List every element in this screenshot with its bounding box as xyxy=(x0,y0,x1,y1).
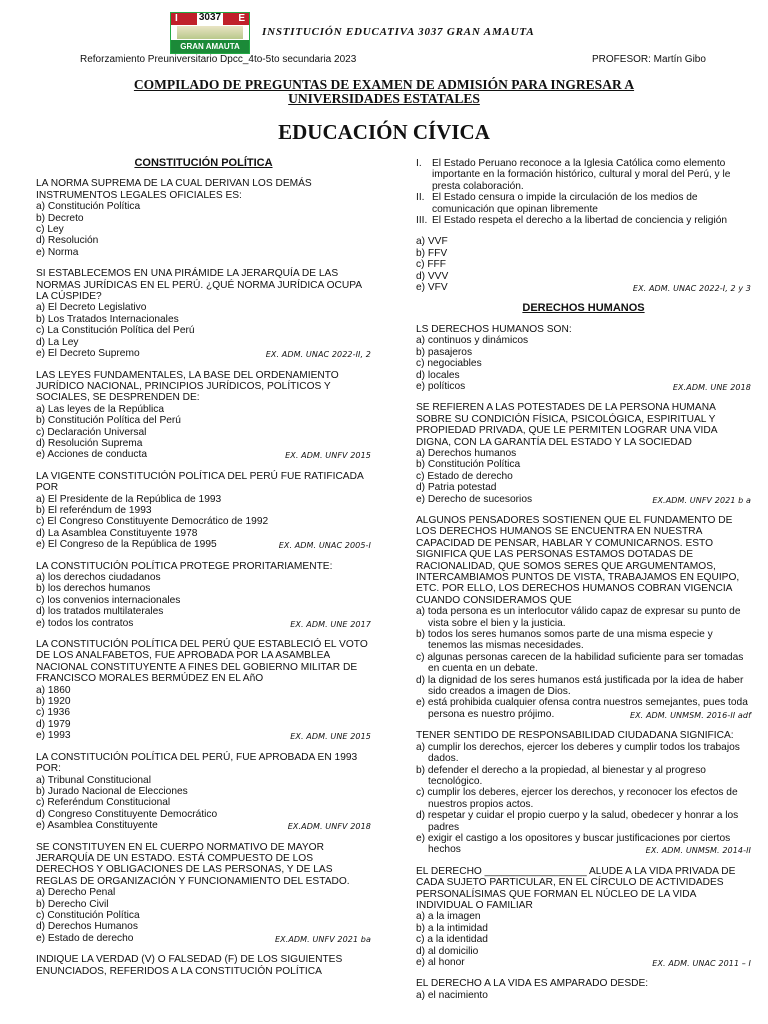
question-stem: LS DERECHOS HUMANOS SON: xyxy=(416,323,572,335)
exam-reference: EX. ADM. UNFV 2015 xyxy=(285,451,371,461)
option: c) los convenios internacionales xyxy=(36,594,181,606)
option: b) El referéndum de 1993 xyxy=(36,504,152,516)
option: c) Ley xyxy=(36,224,64,236)
option: b) 1920 xyxy=(36,696,71,708)
option: d) Congreso Constituyente Democrático xyxy=(36,808,218,820)
subject-title: EDUCACIÓN CÍVICA xyxy=(278,120,490,144)
option: a) El Decreto Legislativo xyxy=(36,302,147,314)
option-with-ref xyxy=(36,618,371,629)
question-stem: SI ESTABLECEMOS EN UNA PIRÁMIDE LA JERARQUÍA DE LAS NORMAS JURÍDICAS EN EL PERÚ. ¿QUÉ NORMA JURÍDICA OCUPA LA CÚSPIDE? xyxy=(36,268,362,303)
statement-text: El Estado censura o impide la circulación de los medios de comunicación que opinan libremente xyxy=(432,192,698,215)
option: e) todos los contratos xyxy=(36,617,134,629)
question-stem: LA CONSTITUCIÓN POLÍTICA DEL PERÚ QUE ESTABLECIÓ EL VOTO DE LOS ANALFABETOS, FUE APROBADA POR LA ASAMBLEA NACIONAL CONSTITUYENTE A FINES DEL GOBIERNO MILITAR DE FRANCISCO MORALES BERMÚDEZ EN EL AñO xyxy=(36,639,368,685)
exam-reference: EX. ADM. UNAC 2022-I, 2 y 3 xyxy=(632,284,751,294)
option: d) VVV xyxy=(416,270,449,282)
question xyxy=(416,866,751,969)
option-with-ref xyxy=(416,282,751,293)
question xyxy=(36,752,371,832)
option: b) todos los seres humanos somos parte de una misma especie y tenemos las mismas necesidades. xyxy=(416,629,713,652)
option: a) cumplir los derechos, ejercer los deberes y cumplir todos los trabajos dados. xyxy=(416,741,740,765)
option: e) Derecho de sucesorios xyxy=(416,493,533,505)
question-stem: EL DERECHO __________________ ALUDE A LA VIDA PRIVADA DE CADA SUJETO PARTICULAR, EN EL CÍRCULO DE ACTIVIDADES PERSONALÍSIMAS QUE FORMAN EL NÚCLEO DE LA VIDA INDIVIDUAL O FAMILIAR xyxy=(416,865,736,911)
exam-reference: EX.ADM. UNFV 2021 b a xyxy=(652,495,751,505)
exam-reference: EX. ADM. UNAC 2005-I xyxy=(278,541,371,551)
logo-number: 3037 xyxy=(198,12,222,23)
option: a) VVF xyxy=(416,236,448,248)
option: d) locales xyxy=(416,369,460,381)
statement-number: I. xyxy=(416,158,422,169)
option: e) exigir el castigo a los opositores y buscar justificaciones por ciertos hechos xyxy=(416,832,731,856)
exam-reference: EX. ADM. UNAC 2011 – I xyxy=(652,959,751,968)
option: d) la dignidad de los seres humanos está justificada por la idea de haber sido creados a imagen de Dios. xyxy=(416,674,744,698)
school-name: INSTITUCIÓN EDUCATIVA 3037 GRAN AMAUTA xyxy=(262,26,535,38)
logo-emblem xyxy=(177,26,243,39)
question-stem: EL DERECHO A LA VIDA ES AMPARADO DESDE: xyxy=(416,978,649,990)
option: a) el nacimiento xyxy=(416,989,488,1001)
question xyxy=(36,954,371,977)
option: b) pasajeros xyxy=(416,346,473,358)
option: d) Resolución Suprema xyxy=(36,437,143,449)
option: d) los tratados multilaterales xyxy=(36,606,164,618)
option: a) El Presidente de la República de 1993 xyxy=(36,493,222,505)
school-logo xyxy=(170,12,250,54)
option: a) Constitución Política xyxy=(36,201,141,213)
option: a) a la imagen xyxy=(416,911,481,923)
option: a) toda persona es un interlocutor válido capaz de expresar su punto de vista sobre el bien y la justicia. xyxy=(416,606,741,629)
option: e) 1993 xyxy=(36,730,71,742)
option: b) a la intimidad xyxy=(416,922,488,934)
question xyxy=(36,639,371,742)
option: e) Acciones de conducta xyxy=(36,449,148,461)
question-stem: LA VIGENTE CONSTITUCIÓN POLÍTICA DEL PERÚ FUE RATIFICADA POR xyxy=(36,470,364,494)
option: a) 1860 xyxy=(36,684,71,696)
option: c) cumplir los deberes, ejercer los derechos, y reconocer los efectos de nuestros propios actos. xyxy=(416,787,738,810)
option-with-ref xyxy=(416,381,751,392)
question xyxy=(36,842,371,945)
question xyxy=(36,561,371,629)
option-with-ref xyxy=(36,820,371,831)
option: e) El Decreto Supremo xyxy=(36,348,140,360)
statement-list xyxy=(416,158,751,226)
option: d) Derechos Humanos xyxy=(36,921,138,933)
statement-number: III. xyxy=(416,215,428,227)
option: c) Constitución Política xyxy=(36,909,140,921)
option-with-ref xyxy=(416,957,751,968)
option-with-ref xyxy=(416,494,751,505)
option-with-ref xyxy=(36,449,371,460)
option-with-ref xyxy=(416,697,751,720)
option: e) Asamblea Constituyente xyxy=(36,820,158,832)
option: e) VFV xyxy=(416,282,448,294)
question xyxy=(416,515,751,720)
exam-reference: EX.ADM. UNFV 2018 xyxy=(287,822,371,832)
option: a) los derechos ciudadanos xyxy=(36,572,161,583)
option: a) Derecho Penal xyxy=(36,887,116,899)
question xyxy=(36,268,371,359)
exam-reference: EX. ADM. UNE 2017 xyxy=(290,619,371,629)
option: b) Derecho Civil xyxy=(36,898,109,910)
option: b) Constitución Política xyxy=(416,459,521,471)
option-with-ref xyxy=(36,348,371,359)
logo-left-letter: I xyxy=(175,13,178,24)
option: b) defender el derecho a la propiedad, al bienestar y al progreso tecnológico. xyxy=(416,764,706,787)
option: e) al honor xyxy=(416,957,465,968)
option: d) Resolución xyxy=(36,235,99,247)
question-stem: LAS LEYES FUNDAMENTALES, LA BASE DEL ORDENAMIENTO JURÍDICO NACIONAL, PRINCIPIOS JURÍDICOS, POLÍTICOS Y SOCIALES, SE DESPRENDEN DE: xyxy=(36,369,339,404)
option: c) algunas personas carecen de la habilidad suficiente para ser tomadas en cuenta en un debate. xyxy=(416,651,744,675)
question-stem: LA CONSTITUCIÓN POLÍTICA DEL PERÚ, FUE APROBADA EN 1993 POR: xyxy=(36,751,358,775)
statement-number: II. xyxy=(416,192,425,204)
option: b) Los Tratados Internacionales xyxy=(36,313,179,325)
statement-text: El Estado Peruano reconoce a la Iglesia Católica como elemento importante en la formación histórico, cultural y moral del Perú, y le presta colaboración. xyxy=(432,158,731,192)
question-stem: SE REFIEREN A LAS POTESTADES DE LA PERSONA HUMANA SOBRE SU CONDICIÓN FÍSICA, PSICOLÓGICA, ESPIRITUAL Y PROPIEDAD PRIVADA, QUE LE PERMITEN LOGRAR UNA VIDA DIGNA, CON LA GARANTÍA DEL ESTADO Y LA SOCIEDAD xyxy=(416,402,717,448)
option: d) respetar y cuidar el propio cuerpo y la salud, obedecer y honrar a los padres xyxy=(416,810,739,833)
exam-reference: EX.ADM. UNFV 2021 ba xyxy=(274,934,371,944)
question xyxy=(36,178,371,258)
question-options xyxy=(416,236,751,293)
statement-text: El Estado respeta el derecho a la libertad de conciencia y religión xyxy=(432,215,728,227)
option: e) El Congreso de la República de 1995 xyxy=(36,539,217,551)
teacher-line: PROFESOR: Martín Gibo xyxy=(592,54,706,65)
statement xyxy=(416,158,751,192)
question xyxy=(36,471,371,551)
option: a) Derechos humanos xyxy=(416,447,517,459)
question xyxy=(416,978,751,1001)
option: d) al domicilio xyxy=(416,945,479,957)
exam-reference: EX. ADM. UNMSM. 2016-II adf xyxy=(629,710,751,720)
option: b) Constitución Política del Perú xyxy=(36,415,181,427)
option: b) los derechos humanos xyxy=(36,583,151,595)
statement xyxy=(416,192,751,215)
option: c) 1936 xyxy=(36,707,70,719)
option: c) El Congreso Constituyente Democrático de 1992 xyxy=(36,516,269,528)
option-with-ref xyxy=(36,730,371,741)
section-heading: DERECHOS HUMANOS xyxy=(522,302,645,315)
exam-reference: EX.ADM. UNE 2018 xyxy=(672,382,751,392)
question-stem: LA NORMA SUPREMA DE LA CUAL DERIVAN LOS DEMÁS INSTRUMENTOS LEGALES OFICIALES ES: xyxy=(36,178,312,201)
option: e) está prohibida cualquier ofensa contra nuestros semejantes, pues toda persona es nuestro prójimo. xyxy=(416,697,748,720)
question-stem: INDIQUE LA VERDAD (V) O FALSEDAD (F) DE LOS SIGUIENTES ENUNCIADOS, REFERIDOS A LA CONSTITUCIÓN POLÍTICA xyxy=(36,954,343,977)
option: d) Patria potestad xyxy=(416,482,497,494)
question-stem: TENER SENTIDO DE RESPONSABILIDAD CIUDADANA SIGNIFICA: xyxy=(416,730,734,742)
main-title: COMPILADO DE PREGUNTAS DE EXAMEN DE ADMISIÓN PARA INGRESAR A UNIVERSIDADES ESTATALES xyxy=(133,77,635,106)
exam-reference: EX. ADM. UNAC 2022-II, 2 xyxy=(265,350,371,360)
option: e) Norma xyxy=(36,246,79,258)
question xyxy=(416,324,751,392)
option-with-ref xyxy=(36,539,371,550)
section-heading: CONSTITUCIÓN POLÍTICA xyxy=(134,157,273,169)
option-with-ref xyxy=(416,833,751,856)
option: a) Tribunal Constitucional xyxy=(36,774,151,786)
statement xyxy=(416,215,751,226)
option: c) FFF xyxy=(416,259,446,271)
option: c) Declaración Universal xyxy=(36,426,147,438)
left-column xyxy=(36,158,371,987)
question-stem: SE CONSTITUYEN EN EL CUERPO NORMATIVO DE MAYOR JERARQUÍA DE UN ESTADO. ESTÁ COMPUESTO DE LOS DERECHOS Y OBLIGACIONES DE LAS PERSONAS, Y DE LAS REGLAS DE ORGANIZACIÓN Y FUNCIONAMIENTO DEL ESTADO. xyxy=(36,841,350,887)
option: c) Estado de derecho xyxy=(416,470,513,482)
question xyxy=(416,730,751,855)
option: c) negociables xyxy=(416,358,482,370)
question-stem: LA CONSTITUCIÓN POLÍTICA PROTEGE PRORITARIAMENTE: xyxy=(36,560,333,572)
option: d) La Asamblea Constituyente 1978 xyxy=(36,527,198,539)
question xyxy=(416,402,751,505)
option: c) Referéndum Constitucional xyxy=(36,797,171,809)
option: c) La Constitución Política del Perú xyxy=(36,325,195,337)
option-with-ref xyxy=(36,933,371,944)
logo-right-letter: E xyxy=(238,13,245,24)
option: c) a la identidad xyxy=(416,934,488,946)
exam-reference: EX. ADM. UNMSM. 2014-II xyxy=(645,846,751,856)
option: a) Las leyes de la República xyxy=(36,403,164,415)
option: e) políticos xyxy=(416,380,466,392)
question xyxy=(36,370,371,461)
option: b) Jurado Nacional de Elecciones xyxy=(36,785,188,797)
option: d) La Ley xyxy=(36,336,79,348)
option: e) Estado de derecho xyxy=(36,932,134,944)
course-line: Reforzamiento Preuniversitario Dpcc_4to-5to secundaria 2023 xyxy=(80,54,357,65)
logo-band: GRAN AMAUTA xyxy=(171,40,249,53)
option: b) Decreto xyxy=(36,212,84,224)
option: d) 1979 xyxy=(36,718,71,730)
option: a) continuos y dinámicos xyxy=(416,335,529,347)
right-column xyxy=(416,158,751,1011)
question-stem: ALGUNOS PENSADORES SOSTIENEN QUE EL FUNDAMENTO DE LOS DERECHOS HUMANOS SE ENCUENTRA EN NUESTRA CAPACIDAD DE PENSAR, HABLAR Y COMUNICARNOS. ESTO SIGNIFICA QUE LAS PERSONAS ESTAMOS DOTADAS DE RACIONALIDAD, QUE SOMOS SERES QUE ARGUMENTAMOS, INTERCAMBIAMOS PUNTOS DE VISTA, TRABAJAMOS EN EQUIPO, ETC. POR ELLO, LOS DERECHOS HUMANOS COBRAN VIGENCIA CUANDO CONSIDERAMOS QUE xyxy=(416,514,740,606)
exam-reference: EX. ADM. UNE 2015 xyxy=(290,732,371,742)
option: b) FFV xyxy=(416,247,448,259)
